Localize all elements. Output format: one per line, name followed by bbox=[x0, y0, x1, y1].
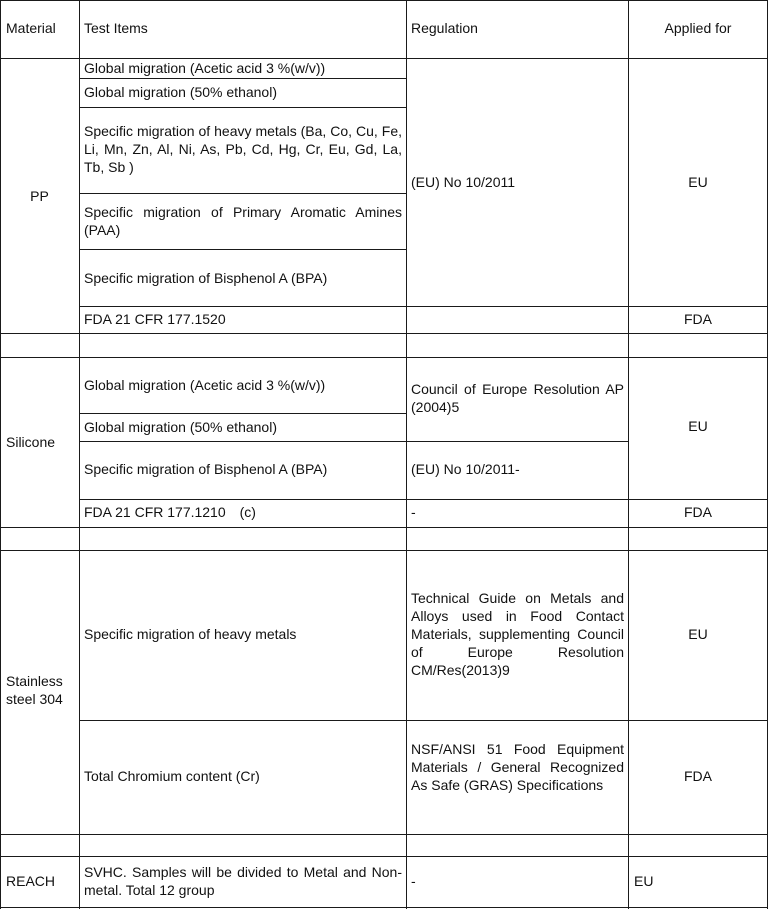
stainless-item-2: Total Chromium content (Cr) bbox=[84, 768, 260, 784]
silicone-item-4: FDA 21 CFR 177.1210 (c) bbox=[84, 504, 256, 520]
stainless-regulation-2: NSF/ANSI 51 Food Equipment Materials / General Recognized As Safe (GRAS) Specifications bbox=[411, 741, 624, 793]
silicone-item-3: Specific migration of Bisphenol A (BPA) bbox=[84, 461, 328, 477]
material-silicone: Silicone bbox=[6, 434, 56, 450]
header-material: Material bbox=[6, 20, 56, 36]
material-pp: PP bbox=[30, 188, 49, 204]
pp-item-5: Specific migration of Bisphenol A (BPA) bbox=[84, 270, 328, 286]
pp-item-2: Global migration (50% ethanol) bbox=[84, 84, 277, 100]
silicone-applied-eu: EU bbox=[688, 418, 708, 434]
header-test-items: Test Items bbox=[84, 20, 148, 36]
pp-applied-fda: FDA bbox=[684, 311, 712, 327]
stainless-applied-fda: FDA bbox=[684, 768, 712, 784]
pp-item-3: Specific migration of heavy metals (Ba, Co, Cu, Fe, Li, Mn, Zn, Al, Ni, As, Pb, Cd, Hg, Cr, Eu, Gd, La, Tb, Sb ) bbox=[84, 123, 402, 175]
silicone-regulation-1: Council of Europe Resolution AP (2004)5 bbox=[411, 381, 624, 415]
stainless-applied-eu: EU bbox=[688, 626, 708, 642]
stainless-item-1: Specific migration of heavy metals bbox=[84, 626, 297, 642]
header-applied-for: Applied for bbox=[664, 20, 732, 36]
pp-item-4: Specific migration of Primary Aromatic Amines (PAA) bbox=[84, 204, 402, 238]
pp-applied-eu: EU bbox=[688, 174, 708, 190]
material-stainless-steel: Stainless steel 304 bbox=[6, 673, 63, 707]
reach-item: SVHC. Samples will be divided to Metal and Non-metal. Total 12 group bbox=[84, 864, 402, 898]
pp-item-6: FDA 21 CFR 177.1520 bbox=[84, 311, 226, 327]
reach-regulation: - bbox=[411, 873, 416, 889]
pp-regulation-eu: (EU) No 10/2011 bbox=[411, 174, 516, 190]
pp-item-1: Global migration (Acetic acid 3 %(w/v)) bbox=[84, 60, 326, 76]
silicone-item-2: Global migration (50% ethanol) bbox=[84, 419, 277, 435]
silicone-regulation-fda: - bbox=[411, 504, 416, 520]
reach-applied: EU bbox=[634, 873, 654, 889]
stainless-regulation-1: Technical Guide on Metals and Alloys used in Food Contact Materials, supplementing Council of Europe Resolution CM/Res(2013)9 bbox=[411, 590, 624, 678]
header-regulation: Regulation bbox=[411, 20, 478, 36]
material-reach: REACH bbox=[6, 873, 56, 889]
silicone-regulation-2: (EU) No 10/2011- bbox=[411, 461, 520, 477]
silicone-applied-fda: FDA bbox=[684, 504, 712, 520]
silicone-item-1: Global migration (Acetic acid 3 %(w/v)) bbox=[84, 377, 326, 393]
